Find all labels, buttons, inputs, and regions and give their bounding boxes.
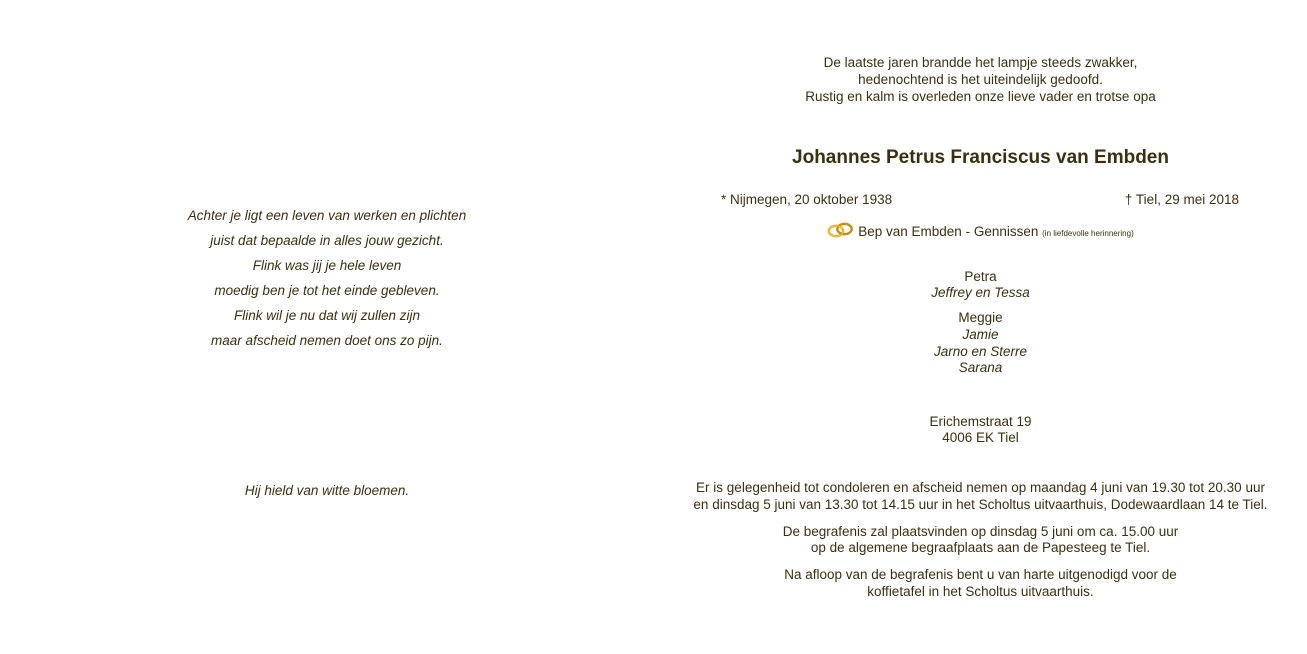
death-info: † Tiel, 29 mei 2018 — [1124, 192, 1239, 207]
closing-line: Hij hield van witte bloemen. — [244, 483, 410, 498]
poem-line: juist dat bepaalde in alles jouw gezicht. — [210, 233, 444, 248]
intro-line: De laatste jaren brandde het lampje steeds zwakker, — [823, 55, 1138, 70]
address-line: Erichemstraat 19 — [929, 414, 1032, 429]
grandchild-name: Jeffrey en Tessa — [931, 285, 1030, 300]
grandchild-name: Jamie — [962, 327, 999, 342]
spouse-name: Bep van Embden - Gennissen — [858, 224, 1039, 240]
child-name: Petra — [964, 269, 997, 284]
poem-line: Achter je ligt een leven van werken en plichten — [187, 208, 467, 223]
wedding-rings-icon — [827, 222, 854, 243]
intro-line: hedenochtend is het uiteindelijk gedoofd. — [858, 72, 1103, 87]
spouse-note: (in liefdevolle herinnering) — [1042, 229, 1134, 239]
deceased-name: Johannes Petrus Franciscus van Embden — [792, 147, 1169, 168]
birth-info: * Nijmegen, 20 oktober 1938 — [721, 192, 893, 207]
child-name: Meggie — [958, 310, 1003, 325]
spouse-line — [654, 222, 1307, 243]
grandchild-name: Sarana — [958, 360, 1003, 375]
poem-line: Flink was jij je hele leven — [252, 258, 402, 273]
reception-line: Na afloop van de begrafenis bent u van harte uitgenodigd voor de — [784, 567, 1177, 582]
funeral-line: op de algemene begraafplaats aan de Papesteeg te Tiel. — [810, 540, 1151, 555]
poem-line: maar afscheid nemen doet ons zo pijn. — [211, 333, 443, 348]
grandchild-name: Jarno en Sterre — [933, 344, 1028, 359]
funeral-line: De begrafenis zal plaatsvinden op dinsdag 5 juni om ca. 15.00 uur — [782, 524, 1179, 539]
reception-line: koffietafel in het Scholtus uitvaarthuis. — [867, 584, 1094, 599]
poem-line: moedig ben je tot het einde gebleven. — [214, 283, 440, 298]
condolence-line: en dinsdag 5 juni van 13.30 tot 14.15 uur in het Scholtus uitvaarthuis, Dodewaardlaan 14 te Tiel. — [693, 497, 1268, 512]
intro-line: Rustig en kalm is overleden onze lieve vader en trotse opa — [805, 89, 1156, 104]
condolence-line: Er is gelegenheid tot condoleren en afscheid nemen op maandag 4 juni van 19.30 tot 20.30 uur — [696, 480, 1265, 495]
poem-line: Flink wil je nu dat wij zullen zijn — [233, 308, 421, 323]
address-line: 4006 EK Tiel — [942, 430, 1019, 445]
